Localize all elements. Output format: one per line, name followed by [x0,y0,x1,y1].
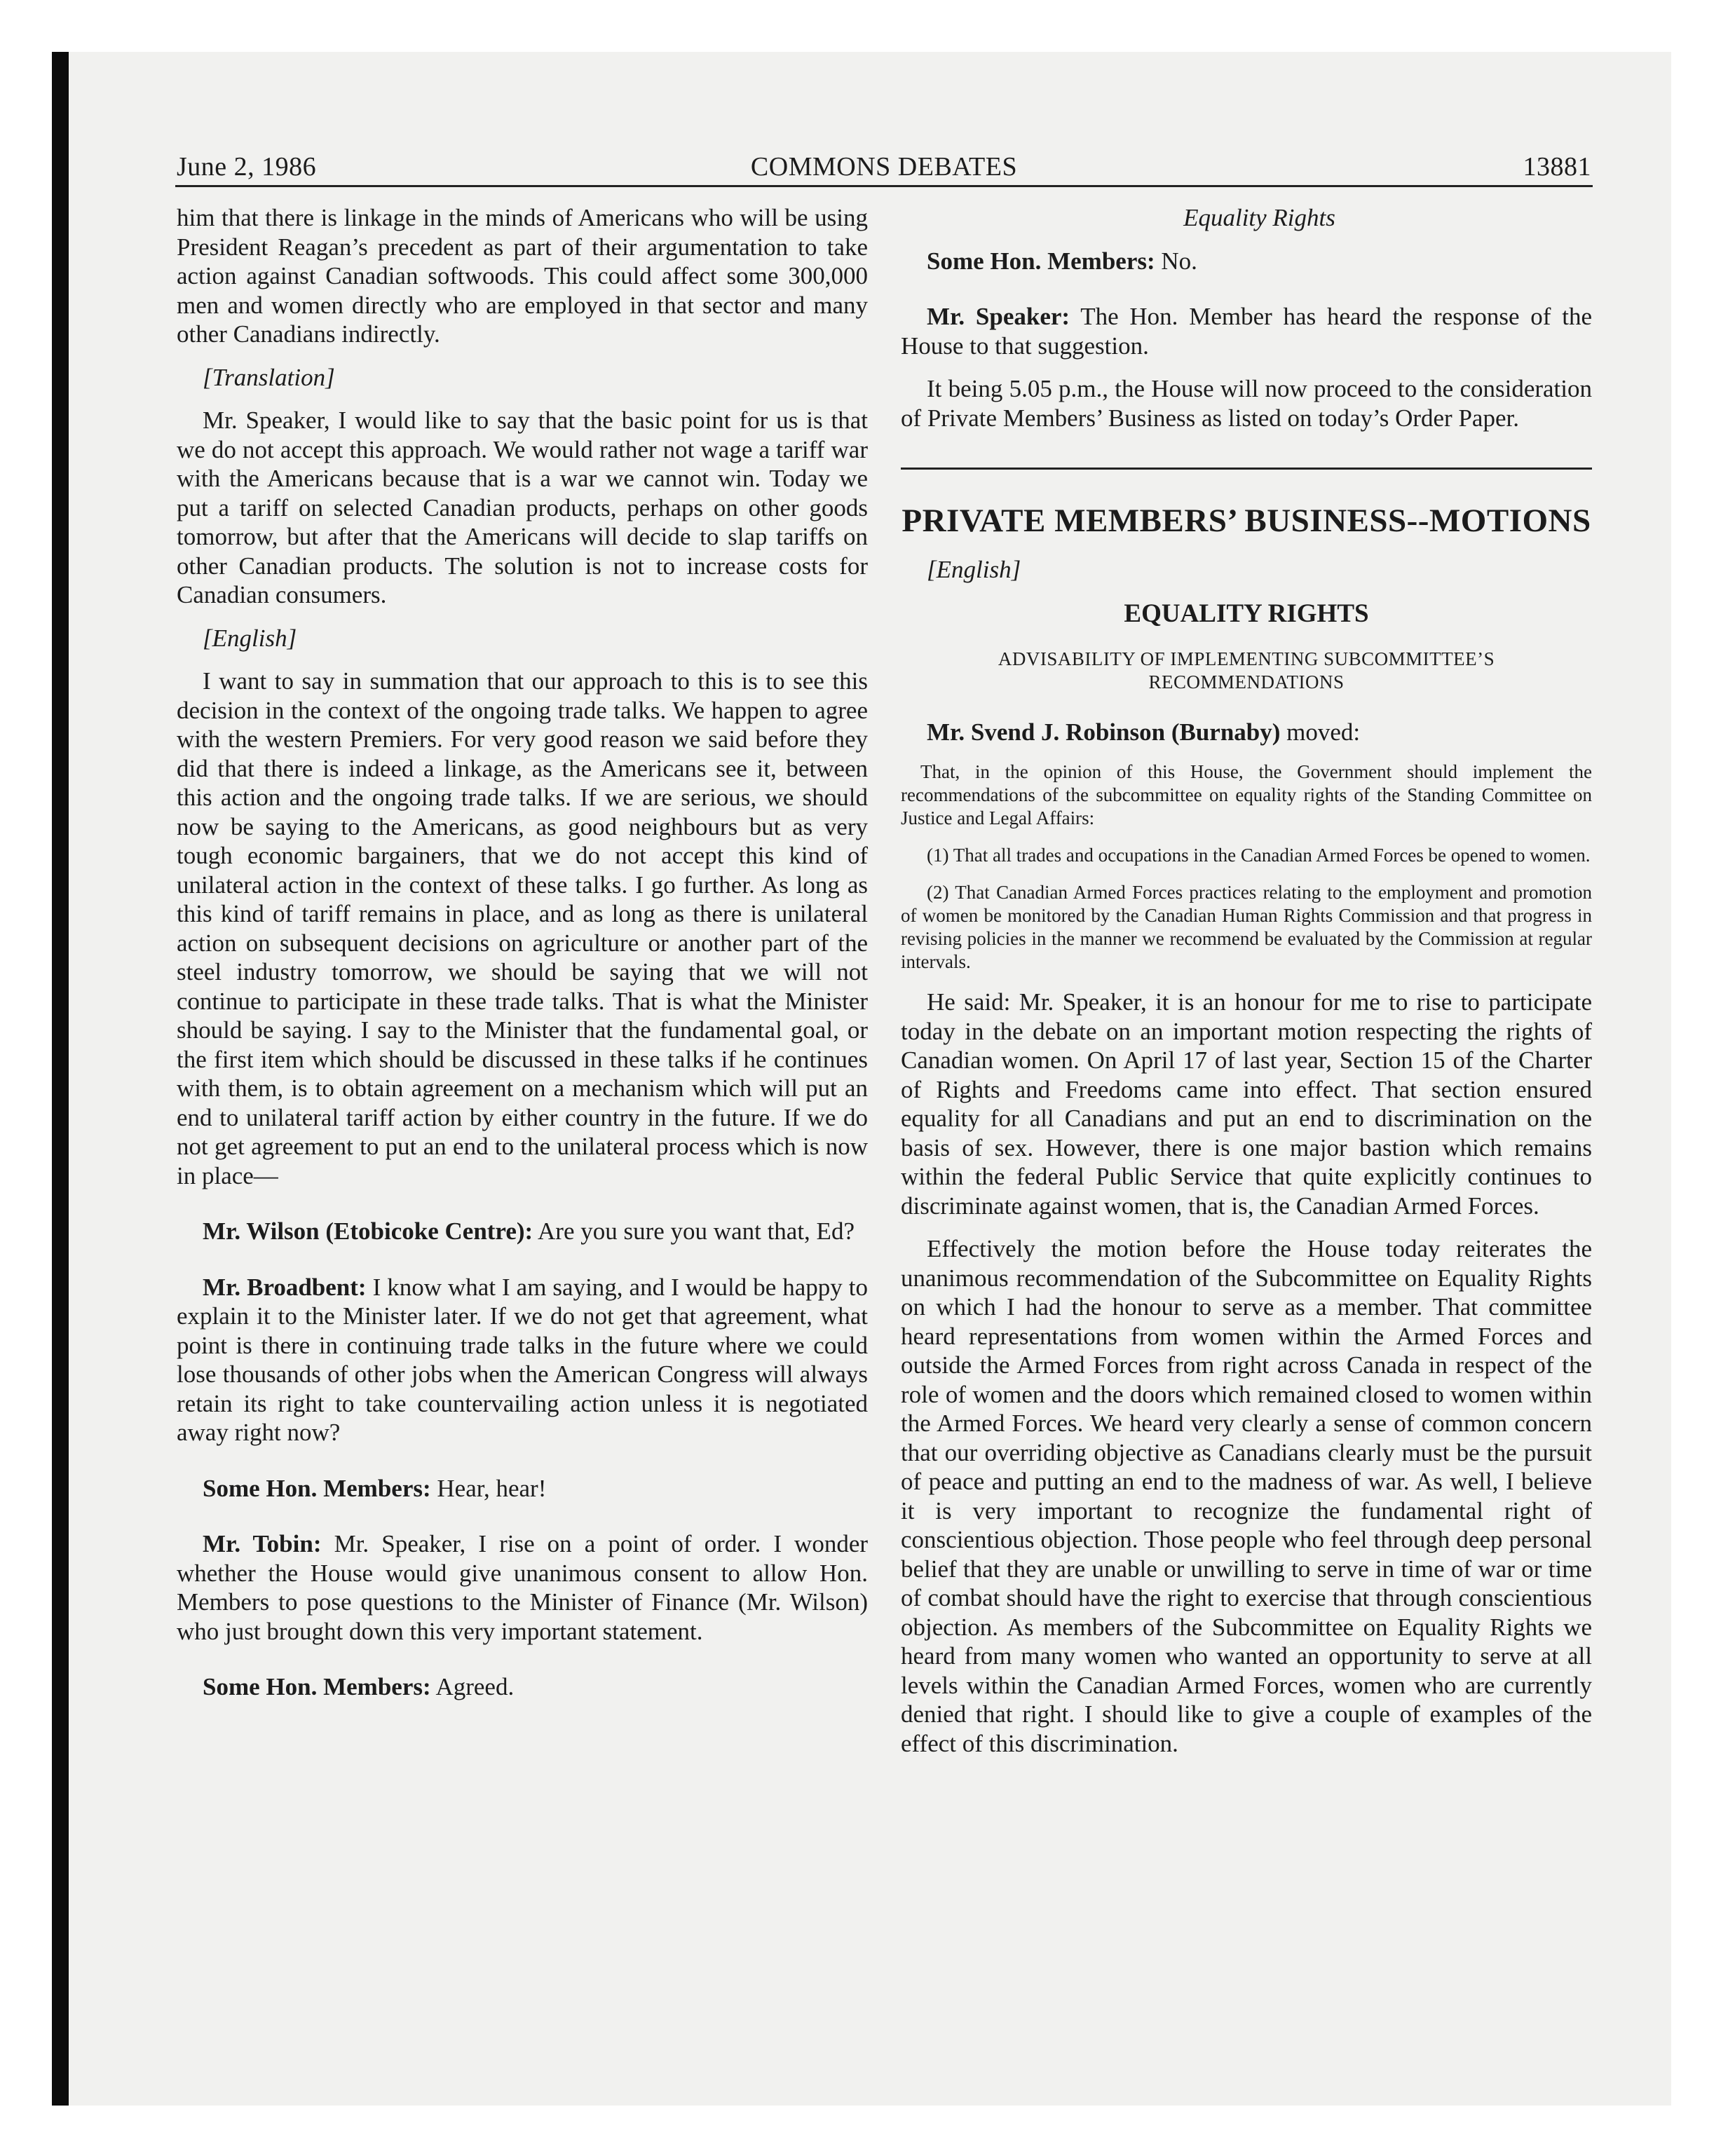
speaker-name: Mr. Speaker: [927,303,1070,330]
subsection-subtitle: ADVISABILITY OF IMPLEMENTING SUBCOMMITTEE’S RECOMMENDATIONS [998,648,1495,692]
speech-speaker [901,302,1592,360]
paragraph: It being 5.05 p.m., the House will now proceed to the consideration of Private Members’ Business as listed on today’s Order Paper. [901,375,1592,432]
speaker-name: Mr. Svend J. Robinson [927,718,1166,746]
speech-text: Hear, hear! [437,1474,547,1502]
speaker-name: Some Hon. Members: [203,1474,431,1502]
motion-item: (2) That Canadian Armed Forces practices relating to the employment and promotion of women be monitored by the Canadian Human Rights Commission and that progress in revising policies in the manner we recommend be evaluated by the Commission at regular intervals. [901,882,1592,972]
speech-text: The Hon. Member has heard the response of the House to that suggestion. [901,303,1592,360]
speech-broadbent [177,1273,868,1447]
speech-text: I know what I am saying, and I would be happy to explain it to the Minister later. If we do not get that agreement, what point is there in continuing trade talks in the future where we could lose thousands of other jobs when the American Congress will always retain its right to take countervailing action unless it is negotiated away right now? [177,1273,868,1446]
language-tag: [English] [927,556,1021,583]
header-page-number: 13881 [1523,152,1591,182]
page-header [175,149,1593,187]
paragraph: Mr. Speaker, I would like to say that the basic point for us is that we do not accept this approach. We would rather not wage a tariff war with the Americans because that is a war we cannot win. Today we put a tariff on selected Canadian products, perhaps on other goods tomorrow, but after that the Americans will decide to slap tariffs on other Canadian products. The solution is not to increase costs for Canadian consumers. [177,407,868,608]
speech-text: No. [1161,247,1197,275]
left-column [177,203,868,1716]
speaker-riding: Burnaby [1179,718,1272,746]
binding-edge [52,52,69,2106]
section-title: PRIVATE MEMBERS’ BUSINESS--MOTIONS [901,503,1591,539]
speaker-name: Mr. Wilson (Etobicoke Centre): [203,1217,533,1245]
speech-text: Are you sure you want that, Ed? [538,1217,855,1245]
right-column [901,203,1592,1772]
language-tag: [Translation] [203,363,335,391]
mover-line: Mr. Svend J. Robinson (Burnaby) moved: [927,718,1361,746]
motion-text: That, in the opinion of this House, the Government should implement the recommendations of the subcommittee on equality rights of the Standing Committee on Justice and Legal Affairs: [901,761,1592,828]
paragraph: He said: Mr. Speaker, it is an honour for me to rise to participate today in the debate on an important motion respecting the rights of Canadian women. On April 17 of last year, Section 15 of the Charter of Rights and Freedoms came into effect. That section ensured equality for all Canadians and put an end to discrimination on the basis of sex. However, there is one major bastion which remains within the federal Public Service that quite explicitly continues to discriminate against women, that is, the Canadian Armed Forces. [901,988,1592,1220]
speech-members [901,247,1592,276]
speaker-name: Mr. Tobin: [203,1530,322,1557]
language-tag: [English] [203,624,297,652]
paragraph: him that there is linkage in the minds of Americans who will be using President Reagan’s precedent as part of their argumentation to take action against Canadian softwoods. This could affect some 300,000 men and women directly who are employed in that sector and many other Canadians indirectly. [177,204,868,348]
section-divider [901,468,1592,470]
speech-wilson [177,1217,868,1246]
speech-members [177,1672,868,1702]
header-publication: COMMONS DEBATES [750,152,1018,182]
header-date: June 2, 1986 [177,152,317,182]
speech-members [177,1474,868,1503]
speech-text: Mr. Speaker, I rise on a point of order. I wonder whether the House would give unanimous consent to allow Hon. Members to pose questions to the Minister of Finance (Mr. Wilson) who just brought down this very important statement. [177,1530,869,1645]
paragraph: I want to say in summation that our approach to this is to see this decision in the context of the ongoing trade talks. We happen to agree with the western Premiers. For very good reason we said before they did that there is indeed a linkage, as the Americans see it, between this action and the ongoing trade talks. If we are serious, we should now be saying to the Americans, as good neighbours but as very tough economic bargainers, that we do not accept this kind of unilateral action in the context of these talks. I go further. As long as this kind of tariff remains in place, and as long as there is unilateral action on subsequent decisions on agriculture or another part of the steel industry tomorrow, we should be saying that we will not continue to participate in these trade talks. That is what the Minister should be saying. I say to the Minister that the fundamental goal, or the first item which should be discussed in these talks if he continues with them, is to obtain agreement on a mechanism which will put an end to unilateral tariff action by either country in the future. If we do not get agreement to put an end to the unilateral process which is now in place— [177,667,868,1189]
speaker-name: Some Hon. Members: [203,1673,431,1700]
speech-tobin [177,1529,868,1646]
speech-text: moved: [1286,718,1361,746]
speaker-name: Mr. Broadbent: [203,1273,367,1301]
paragraph: Effectively the motion before the House today reiterates the unanimous recommendation of the Subcommittee on Equality Rights on which I had the honour to serve as a member. That committee heard representations from women within the Armed Forces and outside the Armed Forces from right across Canada in respect of the role of women and the doors which remained closed to women within the Armed Forces. We heard very clearly a sense of common concern that our overriding objective as Canadians clearly must be the pursuit of peace and putting an end to the madness of war. As well, I believe it is very important to recognize the fundamental right of conscientious objection. Those people who feel through deep personal belief that they are unable or unwilling to serve in time of war or time of combat should have the right to exercise that through conscientious objection. As members of the Subcommittee on Equality Rights we heard from many women who wanted an opportunity to serve at all levels within the Canadian Armed Forces, women who are currently denied that right. I should like to give a couple of examples of the effect of this discrimination. [901,1235,1592,1757]
speaker-name: Some Hon. Members: [927,247,1155,275]
speech-text: Agreed. [435,1673,515,1700]
running-head: Equality Rights [1183,204,1335,231]
subsection-title: EQUALITY RIGHTS [1124,599,1369,628]
motion-item: (1) That all trades and occupations in the Canadian Armed Forces be opened to women. [927,845,1591,866]
